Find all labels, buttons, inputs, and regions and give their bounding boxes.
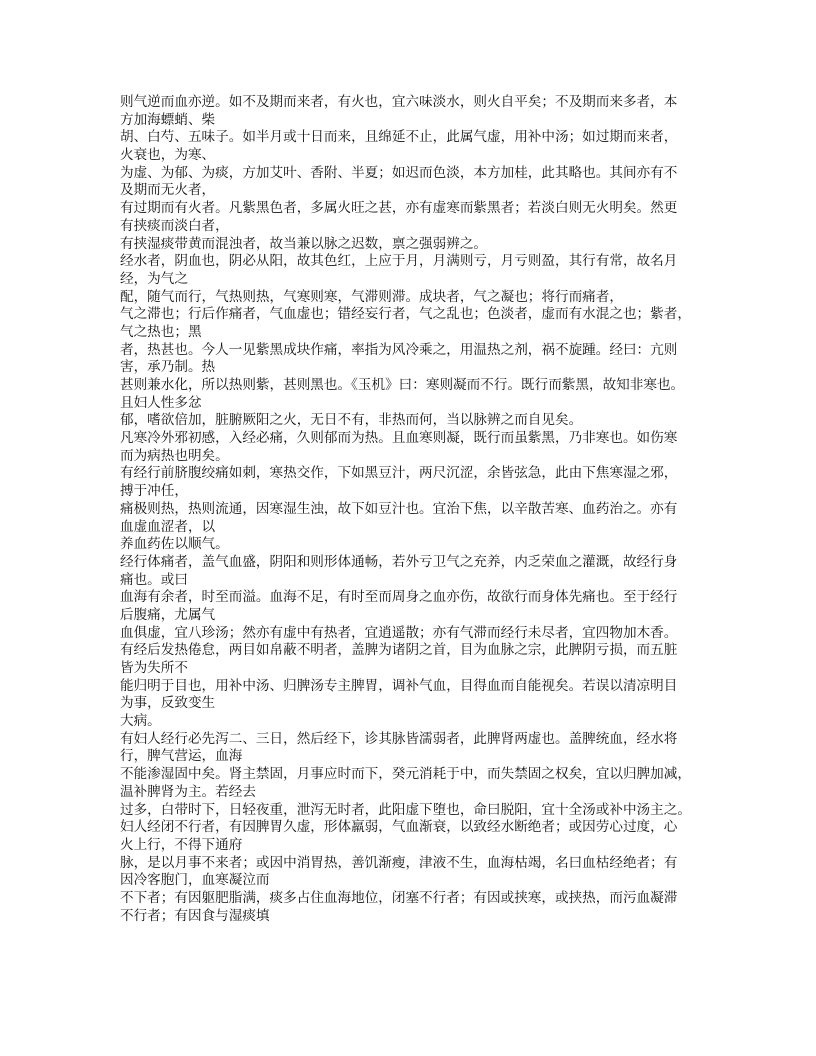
text-line: 胡、白芍、五味子。如半月或十日而来，且绵延不止，此属气虚，用补中汤；如过期而来者， — [120, 129, 678, 146]
text-line: 经，为气之 — [120, 270, 188, 287]
text-line: 为事，反致变生 — [120, 695, 216, 712]
text-line: 妇人经闭不行者，有因脾胃久虚，形体羸弱，气血渐衰，以致经水断绝者；或因劳心过度，心 — [120, 819, 678, 836]
text-line: 有妇人经行必先泻二、三日，然后经下，诊其脉皆濡弱者，此脾肾两虚也。盖脾统血，经水将 — [120, 730, 678, 747]
text-line: 过多，白带时下，日轻夜重，泄泻无时者，此阳虚下堕也，命曰脱阳，宜十全汤或补中汤主之。 — [120, 801, 691, 818]
text-line: 血俱虚，宜八珍汤；然亦有虚中有热者，宜逍遥散；亦有气滞而经行未尽者，宜四物加木香。 — [120, 624, 678, 641]
text-line: 经行体痛者，盖气血盛，阴阳和则形体通畅，若外亏卫气之充养，内乏荣血之灌溉，故经行身 — [120, 553, 678, 570]
text-line: 血海有余者，时至而溢。血海不足，有时至而周身之血亦伤，故欲行而身体先痛也。至于经行 — [120, 589, 678, 606]
text-line: 有经行前脐腹绞痛如刺，寒热交作，下如黑豆汁，两尺沉涩，余皆弦急，此由下焦寒湿之邪， — [120, 465, 678, 482]
text-line: 为虚、为郁、为痰，方加艾叶、香附、半夏；如迟而色淡，本方加桂，此其略也。其间亦有不 — [120, 164, 678, 181]
text-line: 有经后发热倦怠，两目如帛蔽不明者，盖脾为诸阴之首，目为血脉之宗，此脾阴亏损，而五脏 — [120, 642, 678, 659]
text-line: 有挟痰而淡白者， — [120, 217, 229, 234]
text-line: 则气逆而血亦逆。如不及期而来者，有火也，宜六味淡水，则火自平矣；不及期而来多者，本 — [120, 94, 678, 110]
text-line: 能归明于目也，用补中汤、归脾汤专主脾胃，调补气血，目得血而自能视矣。若误以清凉明目 — [120, 677, 678, 694]
text-line: 郁，嗜欲倍加，脏腑厥阳之火，无日不有，非热而何，当以脉辨之而自见矣。 — [120, 412, 583, 429]
text-line: 后腹痛，尤属气 — [120, 606, 216, 623]
text-line: 搏于冲任， — [120, 483, 188, 500]
text-line: 而为病热也明矣。 — [120, 447, 229, 464]
text-line: 大病。 — [120, 713, 161, 730]
text-line: 甚则兼水化，所以热则紫，甚则黑也。《玉机》曰：寒则凝而不行。既行而紫黑，故知非寒也。 — [120, 377, 685, 393]
text-line: 者，热甚也。今人一见紫黑成块作痛，率指为风冷乘之，用温热之剂，祸不旋踵。经曰：亢则 — [120, 341, 678, 358]
text-line: 不下者；有因躯肥脂满，痰多占住血海地位，闭塞不行者；有因或挟寒，或挟热，而污血凝滞 — [120, 889, 678, 906]
text-line: 有挟湿痰带黄而混浊者，故当兼以脉之迟数，禀之强弱辨之。 — [120, 235, 488, 252]
text-line: 经水者，阴血也，阴必从阳，故其色红，上应于月，月满则亏，月亏则盈，其行有常，故名月 — [120, 253, 678, 270]
text-line: 有过期而有火者。凡紫黑色者，多属火旺之甚，亦有虚寒而紫黑者；若淡白则无火明矣。然更 — [120, 200, 678, 217]
text-line: 害，承乃制。热 — [120, 359, 216, 376]
text-line: 不能渗湿固中矣。肾主禁固，月事应时而下，癸元消耗于中，而失禁固之权矣，宜以归脾加减， — [120, 766, 691, 783]
text-line: 皆为失所不 — [120, 660, 188, 676]
text-line: 温补脾肾为主。若经去 — [120, 783, 256, 800]
text-line: 火衰也，为寒、 — [120, 147, 216, 164]
text-line: 养血药佐以顺气。 — [120, 536, 229, 553]
text-line: 方加海螵蛸、柴 — [120, 111, 216, 128]
text-line: 火上行，不得下通府 — [120, 836, 243, 853]
text-line: 脉，是以月事不来者；或因中消胃热，善饥渐瘦，津液不生，血海枯竭，名曰血枯经绝者；有 — [120, 854, 678, 871]
text-line: 气之滞也；行后作痛者，气血虚也；错经妄行者，气之乱也；色淡者，虚而有水混之也；紫者， — [120, 306, 691, 323]
text-line: 血虚血涩者，以 — [120, 518, 216, 535]
text-line: 因冷客胞门，血寒凝泣而 — [120, 872, 270, 889]
text-line: 凡寒冷外邪初感，入经必痛，久则郁而为热。且血寒则凝，既行而虽紫黑，乃非寒也。如伤寒 — [120, 430, 678, 447]
text-line: 配，随气而行，气热则热，气寒则寒，气滞则滞。成块者，气之凝也；将行而痛者， — [120, 288, 623, 305]
text-line: 痛极则热，热则流通，因寒湿生浊，故下如豆汁也。宜治下焦，以辛散苦寒、血药治之。亦有 — [120, 500, 678, 517]
text-line: 行，脾气营运，血海 — [120, 748, 243, 765]
text-line: 及期而无火者， — [120, 182, 216, 199]
text-line: 且妇人性多忿 — [120, 394, 202, 411]
text-line: 气之热也；黑 — [120, 323, 202, 340]
text-line: 痛也。或曰 — [120, 571, 188, 588]
text-line: 不行者；有因食与湿痰填 — [120, 907, 270, 924]
text-line — [120, 925, 700, 943]
document-page — [120, 94, 700, 943]
